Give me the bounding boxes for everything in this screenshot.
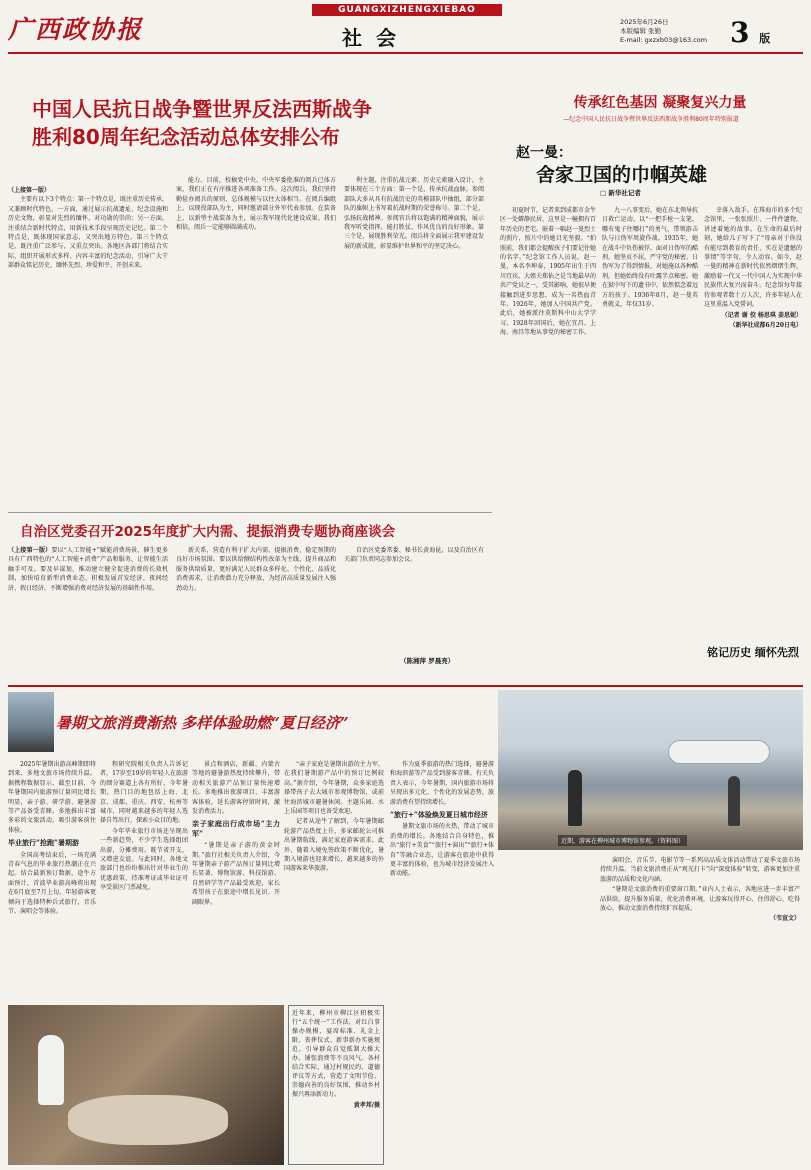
issue-date: 2025年6月26日 xyxy=(620,18,669,26)
newspaper-logo: 广西政协报 xyxy=(8,15,144,44)
mid-author: （陈湘萍 罗晨亮） xyxy=(400,657,455,665)
mid-column-1: （上接第一版）要以“人工智能+”赋能消费场景，催生更多具有广西特色的“人工智能+消费”产品和服务，让智能生活触手可及。要及早谋划，推动建立健全促进消费的长效机制，加快培育新型消费业态，积极发展首发经济、夜间经济、假日经济，不断增强消费对经济发展的基础性作用。 xyxy=(8,547,168,592)
section-title: 社会 xyxy=(342,26,410,50)
sidebar-byline: □ 新华社记者 xyxy=(600,189,641,197)
summer-column-2: 程研究院相关负责人告诉记者，17岁至19岁的年轻人在旅游的细分赛道上各有所好，今年暑期，热门目的地包括上海、北京、成都、重庆、西安、杭州等城市，同时越来越多的年轻人选择自驾出行，探索小众目的地。 今年毕业旅行市场还呈现出一些新趋势，不少学生选择组团出游，分摊费用，既节省开支，又增进友谊。与此同时，各地文旅部门也纷纷推出针对毕业生的优惠政策，持准考证或毕业证可享受景区门票减免。 xyxy=(100,761,188,892)
sidebar-column-2: 九一八事变后，她在东北领导抗日救亡运动，以“一把手枪一支笔，哪有鬼子往哪打”的勇气，带领游击队与日伪军周旋作战。1935年，她在战斗中负伤被俘。面对日伪军的酷刑，她坚贞不屈，严守党的秘密。日伪军为了得到情报，对她施以各种酷刑，但她始终没有吐露半点秘密。她在狱中写下的遗书中，依然惦念着远方的孩子。1936年8月，赵一曼英勇就义，年仅31岁。 xyxy=(602,207,698,309)
sidebar-person: 赵一曼： xyxy=(516,145,572,161)
photo-caption: 近期，游客在柳州城市博物馆参观。（资料图） xyxy=(558,835,687,846)
sidebar-subbanner: —纪念中国人民抗日战争暨世界反法西斯战争胜利80周年特别报道 xyxy=(563,116,739,123)
mid-column-3: 自治区党委常委、秘书长黄海昆，以及自治区有关部门负责同志参加会议。 xyxy=(344,547,484,564)
page-number: 3 版 xyxy=(730,16,771,49)
lead-column-3: 利主题，注重抗战元素、历史元素融入设计，主要体现在三个方面：第一个是，传承抗战血脉。参阅部队大多从具有抗战历史的英模部队中抽组，部分部队的旗帜上书写着抗战时期的荣誉称号。第二个是，弘扬抗战精神。参阅官兵将以饱满的精神面貌，展示我军听党指挥、能打胜仗、作风优良的良好形象。第三个是，展现胜利荣光。阅兵将全面展示我军建设发展的新成就，彰显维护世界和平的坚定决心。 xyxy=(344,177,484,250)
boxed-note: 近年来，柳州市柳江区积极实行“五个统一”工作法，对红白事操办规模、宴席标准、礼金上限、丧葬仪式、新事新办实施规范，引导群众自觉抵制大操大办、铺张浪费等不良风气。各村结合实际，通过村规民约、道德评议等方式，营造了文明节俭、崇德向善的良好氛围，推动乡村振兴再添新动力。 黄孝邦/摄 xyxy=(288,1005,384,1165)
mid-title: 自治区党委召开2025年度扩大内需、提振消费专题协商座谈会 xyxy=(20,524,396,540)
photo-worker-shape xyxy=(38,1035,64,1105)
lead-title-line1: 中国人民抗日战争暨世界反法西斯战争 xyxy=(32,97,372,121)
header-rule xyxy=(8,52,803,54)
sidebar-column-1: 初夏时节，记者来到成都市金牛区一处僻静民居，这里是一幢拥有百年历史的老宅。嵌着一幅赵一曼烈士的照片，照片中的她目光坚毅。“拍照前，我们都会提醒孩子们要记住她的名字。”纪念馆工作人员说。赵一曼，本名李坤泰，1905年出生于四川宜宾。大姐夫郑佑之是当地最早的共产党员之一，受其影响，她很早便接触到进步思想，成为一名热血青年。1926年，她加入中国共产党。此后，她被派往莫斯科中山大学学习。1928年回国后，她在宜昌、上海、南昌等地从事党的秘密工作。 xyxy=(500,207,596,337)
lead-column-1: （上接第一版） 主要有以下3个特点：第一个特点是，既注重历史传承，又兼顾时代特色，一方面，通过展示抗战遗址、纪念设施和历史文物，彰显对先烈的缅怀、对功勋的崇尚；另一方面，注重结合新时代特点，用新技术手段呈现历史记忆。第二个特点是，既体现国家意志，又突出地方特色。第三个特点是，既注重广泛参与，又重点突出。各地区各部门将结合实际，组织开展形式多样、内容丰富的纪念活动，引导广大干部群众铭记历史、缅怀先烈、珍爱和平、开创未来。 xyxy=(8,187,168,270)
mid-divider xyxy=(8,512,492,513)
summer-column-5: 作为夏季旅游的热门选择，避暑游和海滨游等产品受到游客青睐。有关负责人表示，今年暑期，国内旅游市场将呈现出多元化、个性化的发展态势，旅游消费有望持续增长。 “旅行+”体验焕发夏日城市经济 暑期文旅市场的火热，带动了城市消费的增长。各地结合自身特色，推出“旅行+美食”“旅行+演出”“旅行+体育”等融合业态，让游客在旅途中获得更丰富的体验，也为城市经济发展注入新动能。 xyxy=(390,761,494,878)
photo-person-shape xyxy=(568,770,582,826)
airport-photo xyxy=(8,692,54,752)
issue-info xyxy=(620,18,707,45)
summer-column-6: 演唱会、音乐节、电影节等一系列高品质文体活动带动了夏季文旅市场持续升温。当前文旅消费正从“观光打卡”向“深度体验”转变，游客更加注重旅游的品质和文化内涵。 “暑期是文旅消费的重要窗口期。”业内人士表示，各地应进一步丰富产品供给，提升服务质量，优化消费环境，让游客玩得开心、住得舒心、吃得放心，推动文旅消费持续扩容提质。 （韦宣文） xyxy=(600,857,800,923)
sidebar-banner: 传承红色基因 凝聚复兴力量 xyxy=(573,95,747,111)
sidebar-title: 舍家卫国的巾帼英雄 xyxy=(536,164,708,186)
lead-title-line2: 胜利80周年纪念活动总体安排公布 xyxy=(32,125,340,149)
summer-title: 暑期文旅消费渐热 多样体验助燃“夏日经济” xyxy=(56,714,349,732)
sidebar-motto: 铭记历史 缅怀先烈 xyxy=(707,646,799,659)
summer-column-3: 景点和酒店，新疆、内蒙古等地的避暑游热度持续攀升，带动相关旅游产品预订量快速增长。多地推出夜游项目，丰富游客体验，延长游客停留时间，激发消费活力。 亲子家庭出行成市场“主力军” “暑期是亲子游的黄金时期。”旅行社相关负责人介绍，今年暑期亲子游产品预订量同比增长显著，博物馆游、科技馆游、自然研学等产品最受欢迎，家长希望孩子在旅途中增长见识、开阔眼界。 xyxy=(192,761,280,906)
photo-person-shape-2 xyxy=(728,776,740,826)
summer-column-1: 2025年暑期出游高峰期即将到来，多地文旅市场持续升温。据携程数据显示，截至目前，今年暑期国内旅游预订量同比增长明显，亲子游、研学游、避暑游等产品备受青睐。多地推出丰富多彩的文旅活动，吸引游客前往体验。 毕业旅行“抢跑”暑期游 全国高考结束后，一场充满青春气息的毕业旅行热潮正在兴起。结合最新预订数据，途牛方面预计，首波毕业游高峰将出现在6月底至7月上旬。年轻游客更倾向于选择特种兵式旅行、音乐节、演唱会等体验。 xyxy=(8,761,96,916)
photo-table-shape xyxy=(68,1095,228,1145)
masthead-pinyin: GUANGXIZHENGXIEBAO xyxy=(312,4,502,16)
lead-column-2: 能力。目前，校稿党中央、中央军委批准的阅兵已体方案，我们正在有序推进各项准备工作。这次阅兵，我们坚持勤俭办阅兵的原则，总体规模与以往大体相当。在阅兵编组上，以现役部队为主，同时邀请部分外军代表参加。在装备上，以新型主战装备为主，展示我军现代化建设成果。我们相信，阅兵一定能够圆满成功。 xyxy=(176,177,336,232)
issue-editor: 本版编辑 张勤 xyxy=(620,27,662,35)
section-divider xyxy=(8,685,803,687)
travel-photo xyxy=(498,690,803,850)
mid-column-2: 新关系，营造有利于扩大内需、提振消费、稳定预期的良好市场氛围。要以供给侧结构性改革为主线，提升商品和服务供给质量，更好满足人民群众多样化、个性化、品质化消费需求，让消费潜力充分释放，为经济高质量发展注入强劲动力。 xyxy=(176,547,336,592)
issue-email: E-mail: gxzxb03@163.com xyxy=(620,36,708,44)
summer-column-4: “亲子家庭是暑期出游的主力军，在我们暑期游产品中的预订比例较高。”据介绍，今年暑期，众多家庭选择带孩子去大城市参观博物馆，或前往海滨城市避暑休闲。主题乐园、水上乐园等项目也备受欢迎。 记者从途牛了解到，今年暑期邮轮游产品热度上升，多家邮轮公司推出暑期航线，满足家庭游客需求。此外，随着入境免签政策不断优化，暑期入境游也迎来增长，越来越多的外国游客来华旅游。 xyxy=(284,761,384,873)
photo-plane-shape xyxy=(668,740,770,764)
sidebar-column-3: 幸落入敌手。在珠海市的多个纪念馆里，一张张照片、一件件遗物，讲述着她的故事。在生命的最后时刻，她给儿子写下了“母亲对于你没有能尽到教育的责任，实在是遗憾的事情”等字句，令人动容。如今，赵一曼的精神在新时代依然熠熠生辉，激励着一代又一代中国人为实现中华民族伟大复兴而奋斗。纪念馆每年接待参观者数十万人次，许多年轻人在这里重温入党誓词。 （记者 谢 佼 杨思琪 姜思妮） （新华社成都6月20日电） xyxy=(704,207,802,329)
banquet-photo xyxy=(8,1005,284,1165)
